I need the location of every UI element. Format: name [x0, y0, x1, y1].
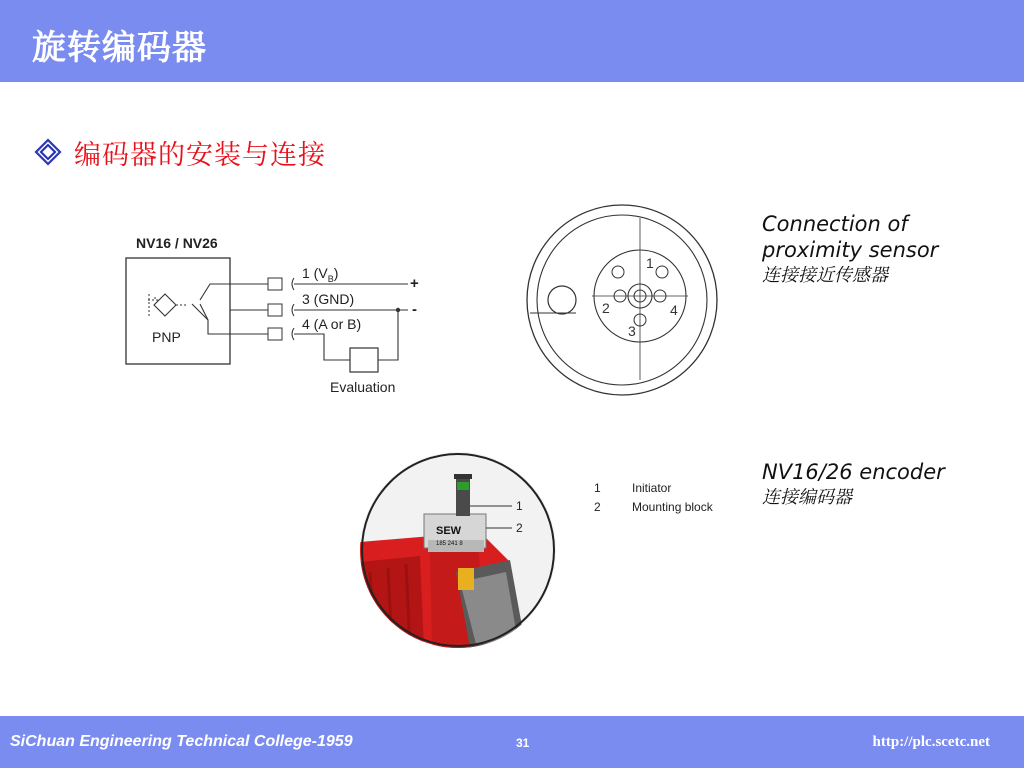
caption-proximity-en: Connection of proximity sensor — [762, 212, 939, 262]
sensor-box — [126, 258, 230, 364]
caption-encoder-cn: 连接编码器 — [762, 487, 852, 508]
wiring-diagram — [118, 228, 428, 406]
wiring-model-label: NV16 / NV26 — [136, 235, 218, 251]
caption-proximity — [762, 211, 962, 289]
photo-frame — [360, 452, 556, 648]
connector-pin-diagram — [522, 200, 722, 400]
terminal-3-label: 3 (GND) — [302, 291, 355, 307]
pin-3-label: 3 — [628, 323, 636, 339]
evaluation-box — [350, 348, 378, 372]
title-bar — [0, 0, 1024, 82]
terminal-4-label: 4 (A or B) — [302, 316, 362, 332]
pin-2-label: 2 — [602, 300, 610, 316]
photo-brand-label: SEW — [436, 525, 462, 537]
callout-2: 2 — [516, 521, 523, 535]
terminal-1-label: 1 $(V_B)$ — [302, 265, 339, 284]
section-heading: 编码器的安装与连接 — [74, 139, 326, 171]
caption-encoder — [762, 459, 945, 511]
caption-proximity-cn: 连接接近传感器 — [762, 265, 888, 286]
footer-college: SiChuan Engineering Technical College-1959 — [10, 733, 353, 750]
section-heading-row — [34, 132, 326, 172]
pin-1-label: 1 — [646, 255, 654, 271]
polarity-minus: - — [412, 301, 417, 318]
sensor-type-label: PNP — [152, 329, 181, 345]
caption-encoder-en: NV16/26 encoder — [762, 460, 945, 484]
photo-legend — [594, 478, 713, 516]
footer-bar — [0, 716, 1024, 768]
legend-item: 1 Initiator — [594, 480, 672, 495]
callout-1: 1 — [516, 499, 523, 513]
pin-4-label: 4 — [670, 302, 678, 318]
legend-item: 2 Mounting block — [594, 499, 713, 514]
page-number: 31 — [516, 736, 530, 750]
diamond-bullet-icon — [34, 138, 62, 166]
footer-url[interactable]: http://plc.scetc.net — [872, 734, 990, 750]
photo-serial-label: 185 241 8 — [436, 541, 463, 547]
proximity-sensor-icon — [148, 294, 186, 316]
slide-title: 旋转编码器 — [32, 28, 207, 68]
evaluation-label: Evaluation — [330, 379, 396, 395]
polarity-plus: + — [410, 275, 419, 292]
terminal-plugs — [268, 278, 294, 340]
